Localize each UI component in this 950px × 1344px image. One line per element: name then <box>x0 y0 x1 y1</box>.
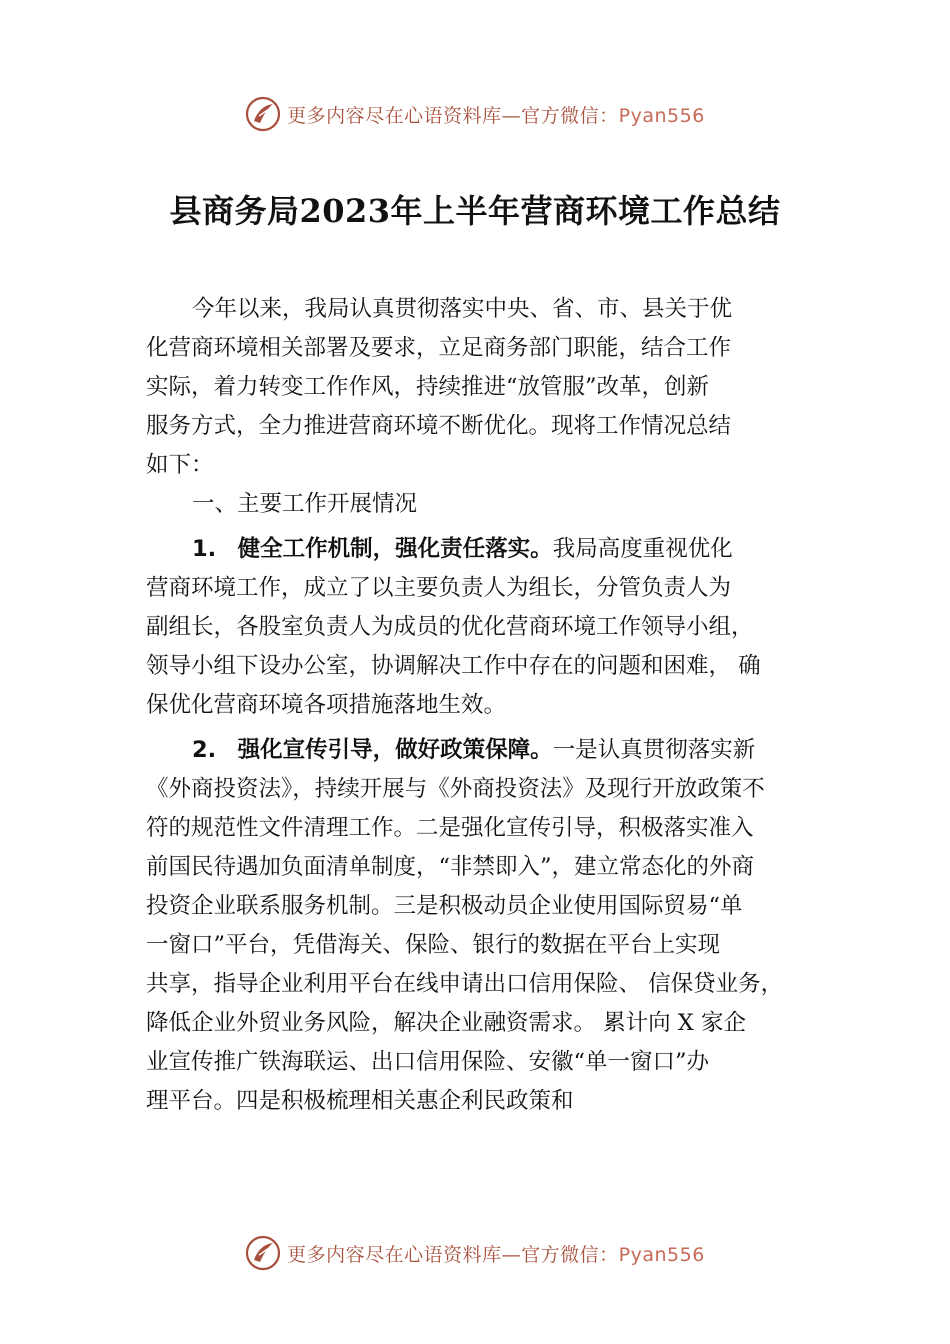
text-line: 符的规范性文件清理工作。二是强化宣传引导，积极落实准入 <box>146 815 754 841</box>
item-text: 我局高度重视优化 <box>552 536 733 562</box>
item-heading: 强化宣传引导，做好政策保障。 <box>237 737 553 763</box>
text-line: 实际，着力转变工作作风，持续推进“放管服”改革，创新 <box>146 374 710 400</box>
text-line: 如下： <box>146 452 214 478</box>
item-number: 2. <box>192 737 217 763</box>
item-text: 一是认真贯彻落实新 <box>552 737 756 763</box>
banner-text: 更多内容尽在心语资料库—官方微信：Pyan556 <box>287 1243 705 1266</box>
text-line: 化营商环境相关部署及要求，立足商务部门职能，结合工作 <box>146 335 732 361</box>
text-line: 服务方式，全力推进营商环境不断优化。现将工作情况总结 <box>146 413 732 439</box>
wechat-id: Pyan556 <box>618 104 705 127</box>
item-heading: 健全工作机制，强化责任落实。 <box>237 536 553 562</box>
document-body <box>146 290 832 1121</box>
text-line: 营商环境工作，成立了以主要负责人为组长，分管负责人为 <box>146 575 732 601</box>
text-line <box>146 731 832 770</box>
text-line: 前国民待遇加负面清单制度，“非禁即入”，建立常态化的外商 <box>146 854 755 880</box>
text-line: 副组长，各股室负责人为成员的优化营商环境工作领导小组， <box>146 614 754 640</box>
text-line: 领导小组下设办公室，协调解决工作中存在的问题和困难， 确 <box>146 653 761 679</box>
section-heading: 一、主要工作开展情况 <box>192 491 418 517</box>
footer-banner <box>0 1233 950 1273</box>
item-1-paragraph <box>146 530 832 725</box>
text-line: 一窗口”平台，凭借海关、保险、银行的数据在平台上实现 <box>146 932 721 958</box>
wechat-id: Pyan556 <box>618 1243 705 1266</box>
seal-logo-icon <box>245 96 281 132</box>
seal-logo-icon <box>245 1235 281 1271</box>
banner-text: 更多内容尽在心语资料库—官方微信：Pyan556 <box>287 104 705 127</box>
text-line: 降低企业外贸业务风险，解决企业融资需求。 累计向 X 家企 <box>146 1010 746 1036</box>
text-line: 业宣传推广铁海联运、出口信用保险、安徽“单一窗口”办 <box>146 1049 710 1075</box>
header-banner <box>0 94 950 134</box>
text-line: 理平台。四是积极梳理相关惠企利民政策和 <box>146 1088 574 1114</box>
item-2-paragraph <box>146 731 832 1121</box>
text-line: 保优化营商环境各项措施落地生效。 <box>146 692 507 718</box>
item-number: 1. <box>192 536 217 562</box>
intro-paragraph <box>146 290 832 485</box>
text-line: 今年以来，我局认真贯彻落实中央、省、市、县关于优 <box>192 296 733 322</box>
text-line: 共享，指导企业利用平台在线申请出口信用保险、 信保贷业务， <box>146 971 784 997</box>
text-line <box>146 530 832 569</box>
text-line: 投资企业联系服务机制。三是积极动员企业使用国际贸易“单 <box>146 893 743 919</box>
text-line: 《外商投资法》，持续开展与《外商投资法》及现行开放政策不 <box>146 776 765 802</box>
document-title: 县商务局2023年上半年营商环境工作总结 <box>169 192 781 230</box>
